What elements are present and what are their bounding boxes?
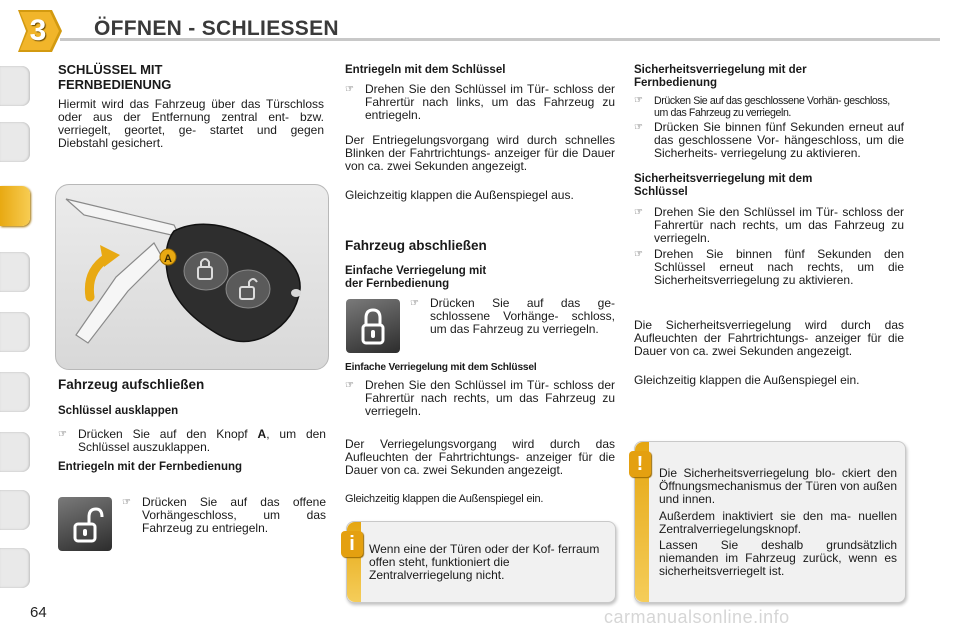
simple-remote-lock-bullet <box>410 297 615 336</box>
simple-key-lock-heading: Einfache Verriegelung mit dem Schlüssel <box>345 362 537 373</box>
lock-paragraph-1: Der Verriegelungsvorgang wird durch das Aufleuchten der Fahrtrichtungs- anzeiger für die Dauer von ca. zwei Sekunden angezeigt. <box>345 437 615 477</box>
unlock-paragraph-1: Der Entriegelungsvorgang wird durch schnelles Blinken der Fahrtrichtungs- anzeiger für die Dauer von ca. zwei Sekunden angezeigt. <box>345 133 615 173</box>
chapter-tab-8[interactable] <box>0 490 30 530</box>
deadlock-key-bullet-2 <box>634 248 904 287</box>
open-padlock-icon <box>58 497 112 551</box>
unlock-paragraph-2: Gleichzeitig klappen die Außenspiegel aus. <box>345 188 574 202</box>
page-number: 64 <box>30 604 47 621</box>
info-icon: i <box>341 531 363 557</box>
deadlock-remote-bullet-1-text: Drücken Sie auf das geschlossene Vorhän- geschloss, um das Fahrzeug zu verriegeln. <box>654 95 890 119</box>
warning-paragraph-2: Außerdem inaktiviert sie den ma- nuellen Zentralverriegelungsknopf. <box>659 509 897 536</box>
chapter-tab-5[interactable] <box>0 312 30 352</box>
fold-key-heading: Schlüssel ausklappen <box>58 405 179 417</box>
bullet-marker-icon: ☞ <box>345 84 354 95</box>
bullet-marker-icon: ☞ <box>634 122 643 133</box>
bullet-marker-icon: ☞ <box>58 429 67 440</box>
simple-remote-heading-line1: Einfache Verriegelung mit <box>345 265 487 277</box>
closed-padlock-icon <box>346 299 400 353</box>
simple-key-lock-bullet <box>345 379 615 418</box>
fold-key-bullet <box>58 428 326 454</box>
deadlock-remote-heading-line1: Sicherheitsverriegelung mit der <box>634 64 807 76</box>
chapter-tab-4[interactable] <box>0 252 30 292</box>
fold-text-b: , um den Schlüssel auszuklappen. <box>78 427 326 454</box>
deadlock-remote-heading <box>634 64 914 90</box>
bullet-marker-icon: ☞ <box>634 249 643 260</box>
bullet-marker-icon: ☞ <box>634 95 643 106</box>
deadlock-remote-bullet-2 <box>634 121 904 160</box>
warning-paragraph-1: Die Sicherheitsverriegelung blo- ckiert den Öffnungsmechanismus der Türen von außen und innen. <box>659 466 897 506</box>
deadlock-key-heading <box>634 173 914 199</box>
section-heading-remote-key <box>58 62 318 92</box>
deadlock-key-bullet-1-text: Drehen Sie den Schlüssel im Tür- schloss der Fahrertür nach rechts, um das Fahrzeug zu verriegeln. <box>654 205 904 245</box>
simple-remote-lock-heading <box>345 265 605 291</box>
deadlock-key-heading-line2: Schlüssel <box>634 186 688 198</box>
remote-unlock-bullet <box>122 496 326 535</box>
deadlock-remote-bullet-1 <box>634 95 904 119</box>
deadlock-remote-bullet-2-text: Drücken Sie binnen fünf Sekunden erneut auf das geschlossene Vor- hängeschloss, um die Sicherheits- verriegelung zu aktivieren. <box>654 120 904 160</box>
closed-padlock-button-image <box>346 299 400 353</box>
chapter-tab-7[interactable] <box>0 432 30 472</box>
open-padlock-button-image <box>58 497 112 551</box>
key-unlock-bullet <box>345 83 615 122</box>
intro-paragraph: Hiermit wird das Fahrzeug über das Türschloss oder aus der Entfernung zentral ent- bzw. verriegelt, geortet, ge- startet und gegen Diebstahl gesichert. <box>58 97 324 150</box>
chapter-tab-9[interactable] <box>0 548 30 588</box>
info-note-text: Wenn eine der Türen oder der Kof- ferraum offen steht, funktioniert die Zentralverriegelung nicht. <box>369 542 600 582</box>
deadlock-key-bullet-1 <box>634 206 904 245</box>
deadlock-remote-heading-line2: Fernbedienung <box>634 77 718 89</box>
button-a-label: A <box>164 253 172 265</box>
fold-text-key: A <box>257 427 267 441</box>
simple-remote-heading-line2: der Fernbedienung <box>345 278 450 290</box>
chapter-badge <box>12 6 64 56</box>
remote-unlock-heading: Entriegeln mit der Fernbedienung <box>58 461 243 473</box>
chapter-tab-6[interactable] <box>0 372 30 412</box>
watermark: carmanualsonline.info <box>604 607 790 627</box>
info-note-box <box>346 521 616 603</box>
remote-unlock-text: Drücken Sie auf das offene Vorhängeschloss, um das Fahrzeug zu entriegeln. <box>142 495 326 535</box>
remote-key-drawing <box>56 185 328 369</box>
key-unlock-text: Drehen Sie den Schlüssel im Tür- schloss der Fahrertür nach links, um das Fahrzeug zu entriegeln. <box>365 82 615 122</box>
bullet-marker-icon: ☞ <box>634 207 643 218</box>
fold-text-a: Drücken Sie auf den Knopf <box>78 427 248 441</box>
simple-remote-lock-text: Drücken Sie auf das ge- schlossene Vorhänge- schloss, um das Fahrzeug zu verriegeln. <box>430 296 615 336</box>
page-title: ÖFFNEN - SCHLIESSEN <box>94 17 339 40</box>
bullet-marker-icon: ☞ <box>122 497 131 508</box>
deadlock-paragraph-1: Die Sicherheitsverriegelung wird durch das Aufleuchten der Fahrtrichtungs- anzeiger für die Dauer von ca. zwei Sekunden angezeigt. <box>634 318 904 358</box>
warning-icon: ! <box>629 451 651 477</box>
lock-heading: Fahrzeug abschließen <box>345 238 487 253</box>
key-illustration <box>55 184 329 370</box>
deadlock-paragraph-2: Gleichzeitig klappen die Außenspiegel ein. <box>634 373 860 387</box>
key-unlock-heading: Entriegeln mit dem Schlüssel <box>345 64 506 76</box>
chapter-tab-2[interactable] <box>0 122 30 162</box>
deadlock-key-bullet-2-text: Drehen Sie binnen fünf Sekunden den Schlüssel erneut nach rechts, um die Sicherheitsverriegelung zu aktivieren. <box>654 247 904 287</box>
warning-paragraph-3: Lassen Sie deshalb grundsätzlich niemanden im Fahrzeug zurück, wenn es sicherheitsverriegelt ist. <box>659 538 897 578</box>
chapter-tab-1[interactable] <box>0 66 30 106</box>
simple-key-lock-text: Drehen Sie den Schlüssel im Tür- schloss der Fahrertür nach rechts, um das Fahrzeug zu verriegeln. <box>365 378 615 418</box>
section-heading-line1: SCHLÜSSEL MIT <box>58 62 163 77</box>
bullet-marker-icon: ☞ <box>410 298 419 309</box>
bullet-marker-icon: ☞ <box>345 380 354 391</box>
warning-note-box <box>634 441 906 603</box>
unlock-heading: Fahrzeug aufschließen <box>58 377 205 392</box>
chapter-tab-3-active[interactable] <box>0 186 30 226</box>
section-heading-line2: FERNBEDIENUNG <box>58 77 172 92</box>
chapter-number: 3 <box>29 14 47 47</box>
deadlock-key-heading-line1: Sicherheitsverriegelung mit dem <box>634 173 813 185</box>
lock-paragraph-2: Gleichzeitig klappen die Außenspiegel ein. <box>345 493 544 505</box>
